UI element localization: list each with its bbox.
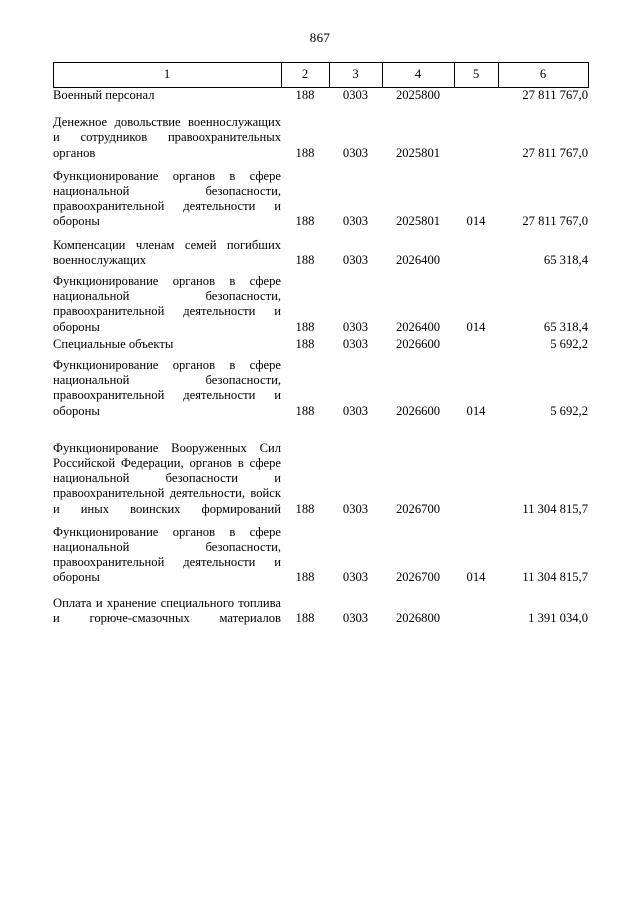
row-amount: 5 692,2 — [550, 336, 588, 351]
table-header — [53, 63, 588, 88]
budget-table — [53, 62, 589, 628]
column-header-5: 5 — [454, 63, 498, 88]
row-spacer — [53, 588, 588, 596]
table-row — [53, 274, 588, 337]
row-code-section: 0303 — [342, 610, 369, 625]
table-row — [53, 441, 588, 519]
column-header-3: 3 — [329, 63, 382, 88]
row-code-target: 2026700 — [395, 501, 441, 516]
row-code-target: 2026400 — [395, 252, 441, 267]
row-name: Функционирование органов в сфере национальной безопасности, правоохранительной деятельности и обороны — [53, 524, 281, 585]
row-code-section: 0303 — [342, 88, 369, 102]
table-body — [53, 88, 588, 629]
spacer-cell — [53, 105, 588, 115]
row-code-type — [454, 88, 498, 106]
row-code-target: 2025801 — [395, 214, 441, 229]
row-spacer — [53, 421, 588, 441]
row-code-type: 014 — [466, 403, 486, 418]
row-code-type — [454, 238, 498, 270]
row-amount: 1 391 034,0 — [528, 610, 588, 625]
row-code-section: 0303 — [342, 501, 369, 516]
row-code-section: 0303 — [342, 336, 369, 351]
row-name: Функционирование органов в сфере национальной безопасности, правоохранительной деятельности и обороны — [53, 168, 281, 229]
row-code-target: 2026700 — [395, 570, 441, 585]
table-row — [53, 169, 588, 232]
row-name: Военный персонал — [53, 88, 155, 102]
row-code-target: 2026600 — [395, 403, 441, 418]
row-code-type: 014 — [466, 570, 486, 585]
table-row — [53, 596, 588, 628]
row-code-target: 2026600 — [395, 336, 441, 351]
column-header-4: 4 — [382, 63, 454, 88]
spacer-cell — [53, 421, 588, 441]
row-code-admin: 188 — [295, 570, 315, 585]
spacer-cell — [53, 588, 588, 596]
row-name: Функционирование органов в сфере национальной безопасности, правоохранительной деятельности и обороны — [53, 358, 281, 418]
row-amount: 65 318,4 — [543, 252, 588, 267]
header-row — [53, 63, 588, 88]
table-row — [53, 337, 588, 354]
row-code-admin: 188 — [295, 336, 315, 351]
column-header-6: 6 — [498, 63, 588, 88]
row-code-section: 0303 — [342, 145, 369, 160]
budget-table-container — [53, 62, 588, 628]
table-row — [53, 115, 588, 163]
row-code-admin: 188 — [295, 88, 315, 102]
row-code-section: 0303 — [342, 403, 369, 418]
row-code-type — [454, 337, 498, 354]
table-row — [53, 525, 588, 588]
row-code-type: 014 — [466, 214, 486, 229]
row-code-target: 2025800 — [395, 88, 441, 102]
row-name: Специальные объекты — [53, 336, 174, 351]
table-row — [53, 88, 588, 106]
row-name: Компенсации членам семей погибших военнослужащих — [53, 237, 281, 267]
row-code-admin: 188 — [295, 214, 315, 229]
row-amount: 65 318,4 — [543, 319, 588, 334]
row-amount: 11 304 815,7 — [522, 501, 588, 516]
row-amount: 5 692,2 — [550, 403, 588, 418]
row-code-target: 2026400 — [395, 319, 441, 334]
row-code-admin: 188 — [295, 252, 315, 267]
row-code-admin: 188 — [295, 145, 315, 160]
row-amount: 27 811 767,0 — [522, 214, 588, 229]
row-amount: 11 304 815,7 — [522, 570, 588, 585]
row-amount: 27 811 767,0 — [522, 145, 588, 160]
row-code-section: 0303 — [342, 570, 369, 585]
row-code-admin: 188 — [295, 501, 315, 516]
row-code-section: 0303 — [342, 319, 369, 334]
row-name: Функционирование органов в сфере национальной безопасности, правоохранительной деятельности и обороны — [53, 274, 281, 334]
row-code-section: 0303 — [342, 214, 369, 229]
row-code-target: 2025801 — [395, 145, 441, 160]
column-header-2: 2 — [281, 63, 329, 88]
row-code-admin: 188 — [295, 403, 315, 418]
row-code-admin: 188 — [295, 319, 315, 334]
row-code-type — [454, 441, 498, 519]
row-code-type — [454, 596, 498, 628]
row-amount: 27 811 767,0 — [522, 88, 588, 102]
row-name: Оплата и хранение специального топлива и горюче-смазочных материалов — [53, 595, 281, 625]
row-code-admin: 188 — [295, 610, 315, 625]
table-row — [53, 238, 588, 270]
table-row — [53, 358, 588, 421]
row-name: Функционирование Вооруженных Сил Российской Федерации, органов в сфере национальной безопасности и правоохранительной деятельности, войск и иных воинских формирований — [53, 440, 281, 516]
row-code-type: 014 — [466, 319, 486, 334]
page-number: 867 — [309, 30, 331, 45]
column-header-1: 1 — [53, 63, 281, 88]
row-spacer — [53, 105, 588, 115]
row-code-section: 0303 — [342, 252, 369, 267]
row-code-target: 2026800 — [395, 610, 441, 625]
row-code-type — [454, 115, 498, 163]
row-name: Денежное довольствие военнослужащих и сотрудников правоохранительных органов — [53, 115, 281, 160]
